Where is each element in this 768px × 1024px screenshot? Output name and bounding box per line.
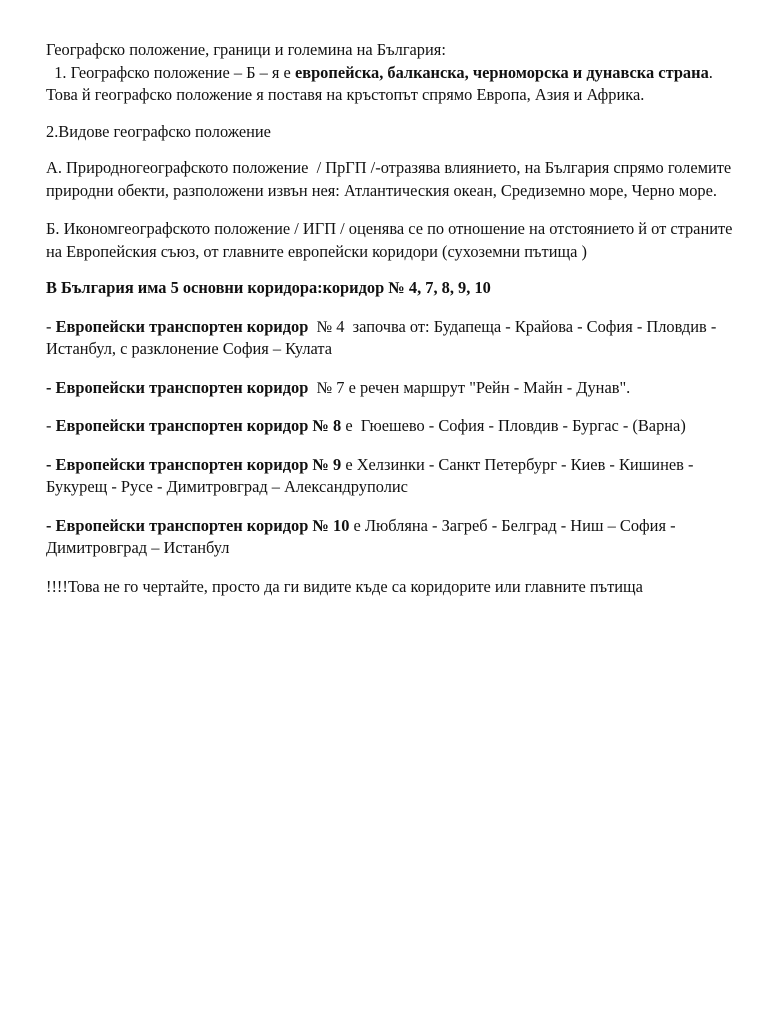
corridor-route: е Любляна - Загреб - Белград - Ниш – София - Димитровград – Истанбул [46, 515, 680, 557]
paragraph-natural-position: А. Природногеографското положение / ПрГП /-отразява влиянието, на България спрямо големите природни обекти, разположени извън нея: Атлантическия океан, Средиземно море, Черно море. [46, 158, 736, 200]
corridor-title: - Европейски транспортен коридор № 9 [46, 454, 342, 474]
paragraph-lead: 1. Географско положение – Б – я е [46, 62, 295, 82]
corridor-title: - Европейски транспортен коридор [46, 377, 309, 397]
corridor-prefix: - [46, 316, 56, 336]
paragraph-types-heading: 2.Видове географско положение [46, 121, 271, 141]
paragraph-economic-position: Б. Икономгеографското положение / ИГП / оценява се по отношение на отстоянието й от страните на Европейския съюз, от главните европейски коридори (сухоземни пътища ) [46, 219, 733, 261]
corridor-title: Европейски транспортен коридор [55, 316, 309, 336]
corridor-route: е Гюешево - София - Пловдив - Бургас - (Варна) [341, 416, 686, 435]
corridor-title: Европейски транспортен коридор № 8 [55, 416, 342, 435]
corridors-summary-text: В България има 5 основни коридора:коридор № 4, 7, 8, 9, 10 [46, 278, 491, 297]
corridor-title: - Европейски транспортен коридор № 10 [46, 515, 350, 535]
document-heading: Географско положение, граници и големина на България: [46, 40, 446, 59]
corridor-item [46, 377, 736, 400]
paragraph-corridors-summary [46, 277, 736, 300]
paragraph-rest: . Това й географско положение я поставя на кръстопът спрямо Европа, Азия и Африка. [46, 62, 713, 104]
corridor-route: № 4 започва от: Будапеща - Крайова - София - Пловдив - Истанбул, с разклонение София – Кулата [46, 316, 721, 358]
corridor-prefix: - [46, 416, 56, 435]
corridor-route: № 7 е речен маршрут "Рейн - Майн - Дунав". [308, 377, 631, 397]
closing-note: !!!!Това не го чертайте, просто да ги видите къде са коридорите или главните пътища [46, 576, 643, 596]
paragraph-bold-text: европейска, балканска, черноморска и дунавска страна [294, 62, 709, 82]
corridor-route: е Хелзинки - Санкт Петербург - Киев - Кишинев - Букурещ - Русе - Димитровград – Александруполис [46, 454, 698, 496]
corridor-item [46, 515, 736, 560]
corridor-item [46, 316, 736, 361]
corridor-item [46, 415, 736, 438]
document-page [46, 39, 736, 598]
paragraph-geographic-position [46, 62, 736, 107]
corridor-item [46, 454, 736, 499]
